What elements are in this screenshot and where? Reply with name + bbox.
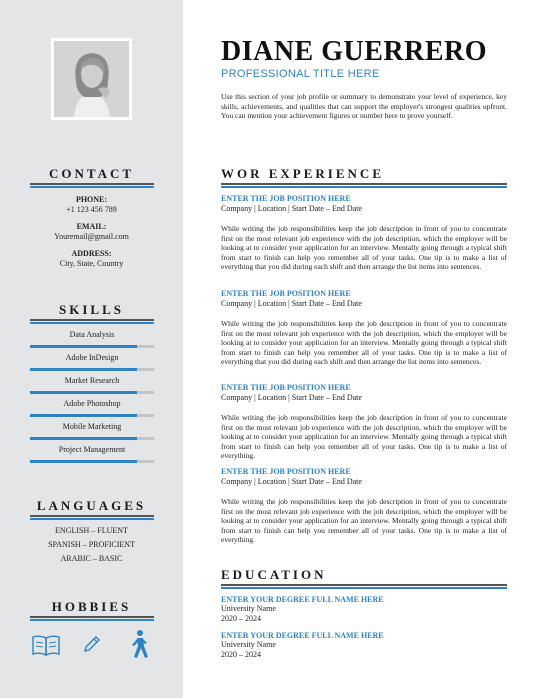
profile-summary: Use this section of your job profile or summary to demonstrate your level of experience, key skills, achievements, and qualities that can support the employer's strongest qualities upfront. You can mention your achievement figures or number here to prove yourself. — [221, 92, 507, 121]
skill-level-fill — [30, 368, 137, 371]
job-description: While writing the job responsibilities keep the job description in front of you to concentrate first on the most relevant job experience with the job description, which the employer will be looking at to consider your application for an interview. Mentally going through a typical shift from start to finish can help you remember all of your tasks. One tip is to make a list of everything that you did during each shift and then arrange the list items into sentences. — [221, 319, 507, 367]
skill-item — [30, 376, 154, 394]
job-meta: Company | Location | Start Date – End Date — [221, 393, 362, 402]
skill-level-track — [30, 437, 154, 440]
language-item: ENGLISH – FLUENT — [55, 526, 128, 535]
address-label: ADDRESS: — [71, 249, 112, 258]
professional-title: PROFESSIONAL TITLE HERE — [221, 68, 380, 80]
skill-label: Market Research — [64, 376, 120, 385]
job-entry — [221, 289, 507, 367]
phone-label: PHONE: — [75, 195, 108, 204]
job-entry — [221, 194, 507, 272]
university-name: University Name — [221, 604, 276, 613]
skill-level-fill — [30, 460, 137, 463]
skill-level-track — [30, 460, 154, 463]
skill-label: Adobe InDesign — [65, 353, 119, 362]
skills-rule-blue — [30, 322, 154, 324]
education-entry — [221, 595, 507, 623]
candidate-name: DIANE GUERRERO — [221, 36, 488, 67]
book-icon — [31, 634, 61, 661]
address-value: City, State, Country — [59, 259, 124, 268]
education-years: 2020 – 2024 — [221, 649, 261, 659]
phone-value: +1 123 456 789 — [66, 205, 117, 214]
hobbies-rule-blue — [30, 619, 154, 621]
education-years: 2020 – 2024 — [221, 613, 261, 623]
job-description: While writing the job responsibilities keep the job description in front of you to concentrate first on the most relevant job experience with the job description, which the employer will be looking at to consider your application for an interview. Mentally going through a typical shift from start to finish can help you remember all of your tasks. One tip is to make a list of everything that you did during each shift and then arrange the list items into sentences. — [221, 224, 507, 272]
skill-item — [30, 422, 154, 440]
skill-item — [30, 399, 154, 417]
languages-heading: LANGUAGES — [36, 498, 147, 513]
contact-rule-blue — [30, 186, 154, 188]
hobbies-rule-dark — [30, 616, 154, 618]
skill-label: Data Analysis — [69, 330, 115, 339]
job-title: ENTER THE JOB POSITION HERE — [221, 194, 351, 203]
education-rule-blue — [221, 587, 507, 589]
university-name: University Name — [221, 640, 276, 649]
skill-level-track — [30, 391, 154, 394]
hobbies-heading: HOBBIES — [51, 599, 132, 614]
job-title: ENTER THE JOB POSITION HERE — [221, 289, 351, 298]
contact-rule-dark — [30, 183, 154, 185]
contact-heading: CONTACT — [48, 166, 135, 181]
education-rule-dark — [221, 584, 507, 586]
skill-level-fill — [30, 345, 137, 348]
skill-level-fill — [30, 414, 137, 417]
job-meta: Company | Location | Start Date – End Date — [221, 204, 362, 213]
profile-photo — [51, 38, 132, 120]
skill-level-fill — [30, 437, 137, 440]
email-label: EMAIL: — [76, 222, 107, 231]
pencil-icon — [82, 634, 102, 659]
skills-heading: SKILLS — [59, 302, 124, 317]
skill-item — [30, 353, 154, 371]
job-entry — [221, 467, 507, 545]
experience-heading: WOR EXPERIENCE — [221, 166, 384, 181]
degree-title: ENTER YOUR DEGREE FULL NAME HERE — [221, 631, 384, 640]
experience-rule-blue — [221, 186, 507, 188]
skills-rule-dark — [30, 319, 154, 321]
languages-rule-blue — [30, 518, 154, 520]
language-item: ARABIC – BASIC — [60, 554, 123, 563]
education-entry — [221, 631, 507, 659]
language-item: SPANISH – PROFICIENT — [48, 540, 135, 549]
education-heading: EDUCATION — [221, 567, 327, 582]
skill-level-track — [30, 345, 154, 348]
degree-title: ENTER YOUR DEGREE FULL NAME HERE — [221, 595, 384, 604]
job-meta: Company | Location | Start Date – End Date — [221, 299, 362, 308]
skill-label: Adobe Photoshop — [63, 399, 121, 408]
skill-level-track — [30, 368, 154, 371]
skill-item — [30, 330, 154, 348]
job-meta: Company | Location | Start Date – End Date — [221, 477, 362, 486]
job-title: ENTER THE JOB POSITION HERE — [221, 383, 351, 392]
experience-rule-dark — [221, 183, 507, 185]
skill-item — [30, 445, 154, 463]
job-title: ENTER THE JOB POSITION HERE — [221, 467, 351, 476]
job-description: While writing the job responsibilities keep the job description in front of you to concentrate first on the most relevant job experience with the job description, which the employer will be looking at to consider your application for an interview. Mentally going through a typical shift from start to finish can help you remember all of your tasks. One tip is to make a list of everything. — [221, 497, 507, 545]
skill-level-track — [30, 414, 154, 417]
skill-label: Mobile Marketing — [62, 422, 122, 431]
walking-person-icon — [128, 629, 152, 664]
languages-rule-dark — [30, 515, 154, 517]
job-description: While writing the job responsibilities keep the job description in front of you to concentrate first on the most relevant job experience with the job description, which the employer will be looking at to consider your application for an interview. Mentally going through a typical shift from start to finish can help you remember all of your tasks. One tip is to make a list of everything. — [221, 413, 507, 461]
email-value: Youremail@gmail.com — [54, 232, 129, 241]
job-entry — [221, 383, 507, 461]
skill-level-fill — [30, 391, 137, 394]
sidebar — [0, 0, 183, 698]
skill-label: Project Management — [58, 445, 126, 454]
